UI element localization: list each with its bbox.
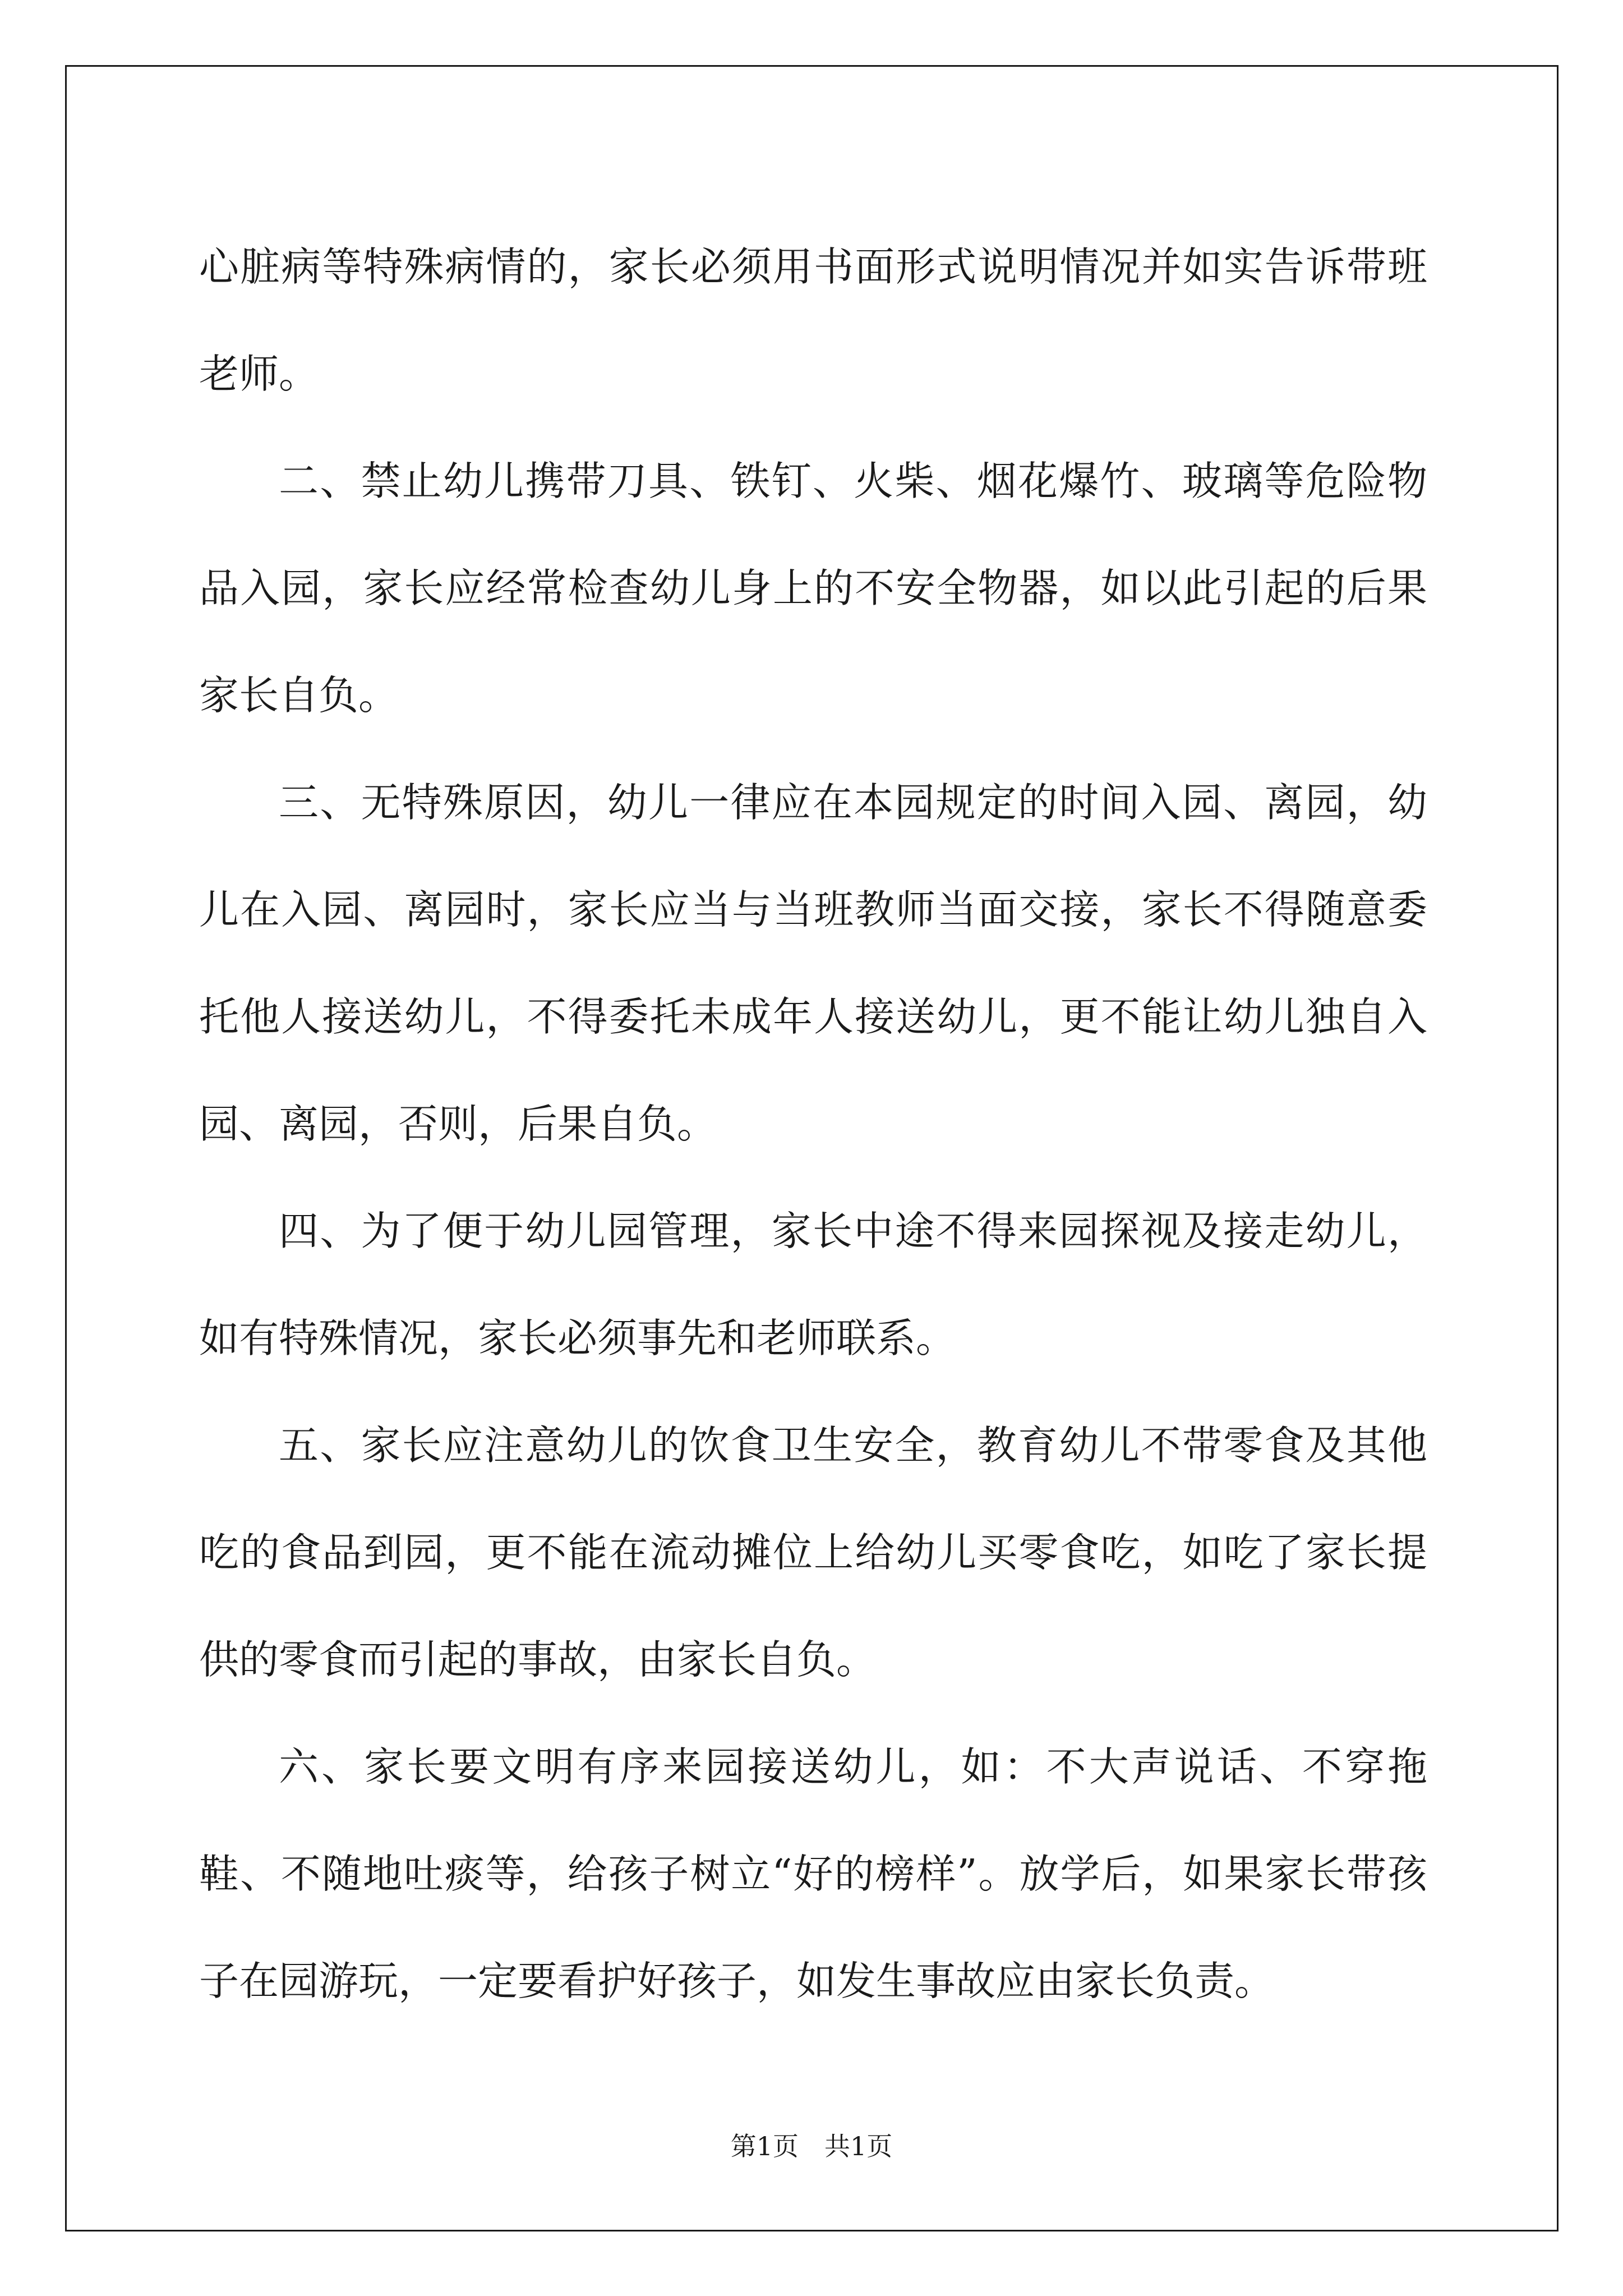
paragraph-continuation: 心脏病等特殊病情的，家长必须用书面形式说明情况并如实告诉带班老师。 (199, 243, 1427, 397)
document-body (199, 213, 1427, 2035)
paragraph-rule-3: 三、无特殊原因，幼儿一律应在本园规定的时间入园、离园，幼儿在入园、离园时，家长应当与当班教师当面交接，家长不得随意委托他人接送幼儿，不得委托未成年人接送幼儿，更不能让幼儿独自入园、离园，否则，后果自负。 (199, 779, 1427, 1147)
page-footer (0, 2126, 1623, 2163)
page-number-total: 共1页 (824, 2131, 893, 2161)
page-number-current: 第1页 (730, 2131, 799, 2161)
paragraph-rule-6: 六、家长要文明有序来园接送幼儿，如：不大声说话、不穿拖鞋、不随地吐痰等，给孩子树立“好的榜样”。放学后，如果家长带孩子在园游玩，一定要看护好孩子，如发生事故应由家长负责。 (199, 1743, 1427, 2004)
paragraph-rule-5: 五、家长应注意幼儿的饮食卫生安全，教育幼儿不带零食及其他吃的食品到园，更不能在流动摊位上给幼儿买零食吃，如吃了家长提供的零食而引起的事故，由家长自负。 (199, 1422, 1427, 1683)
paragraph-rule-4: 四、为了便于幼儿园管理，家长中途不得来园探视及接走幼儿，如有特殊情况，家长必须事先和老师联系。 (199, 1208, 1427, 1361)
paragraph-rule-2: 二、禁止幼儿携带刀具、铁钉、火柴、烟花爆竹、玻璃等危险物品入园，家长应经常检查幼儿身上的不安全物器，如以此引起的后果家长自负。 (199, 458, 1427, 719)
